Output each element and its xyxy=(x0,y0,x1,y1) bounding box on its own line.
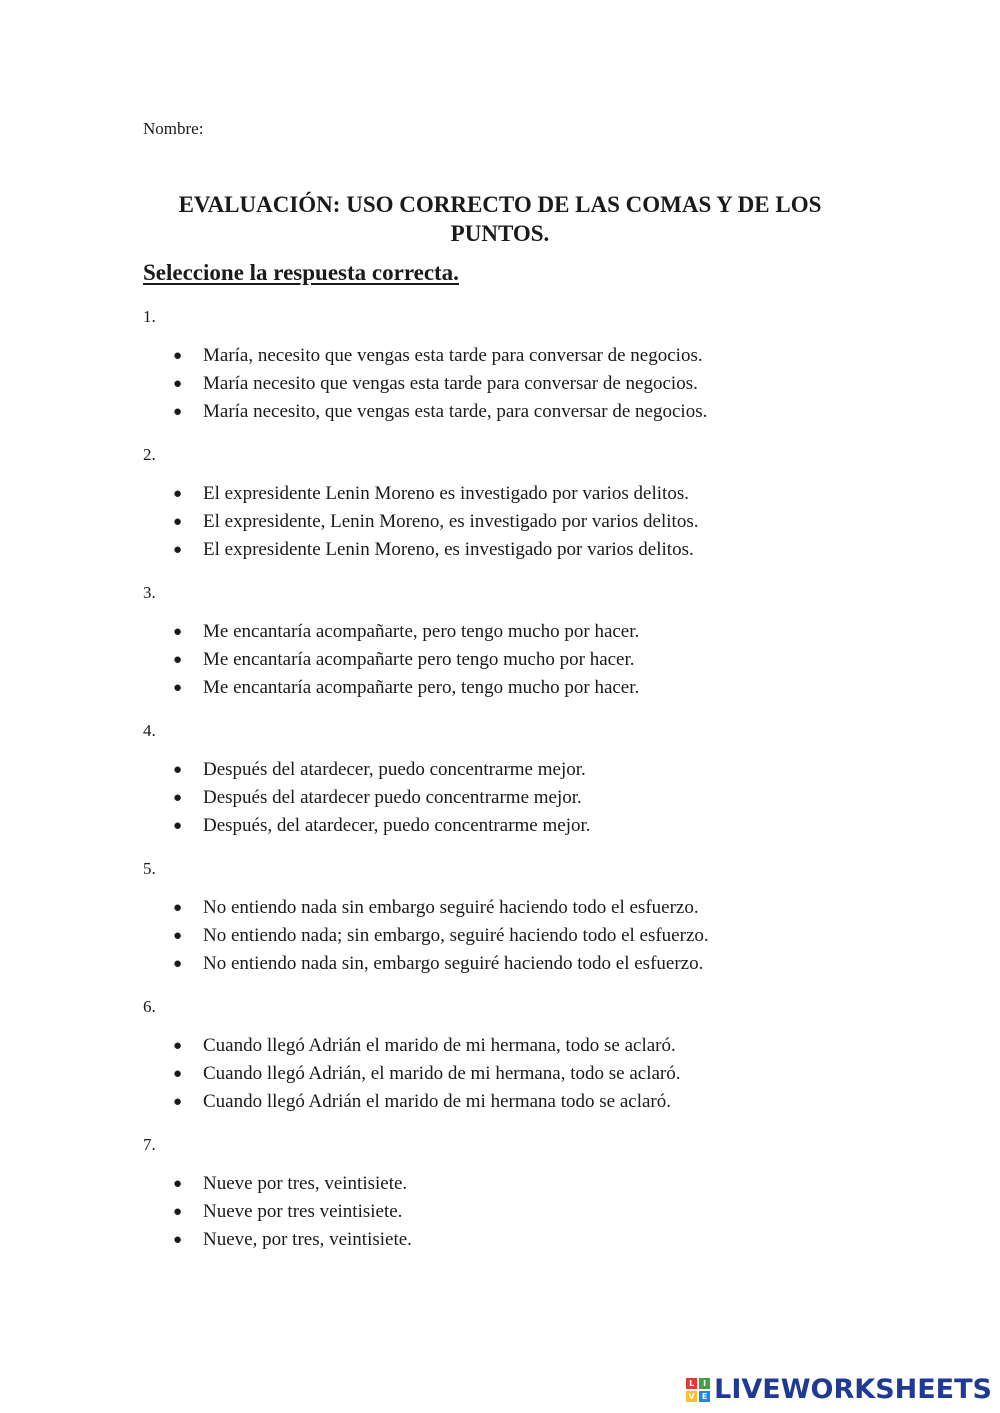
question-4 xyxy=(143,719,943,857)
question-number: 6. xyxy=(143,997,156,1016)
bullet-icon: ● xyxy=(173,900,183,916)
bullet-icon: ● xyxy=(173,348,183,364)
bullet-icon: ● xyxy=(173,486,183,502)
option-item[interactable] xyxy=(143,1226,943,1254)
question-5 xyxy=(143,857,943,995)
question-7 xyxy=(143,1133,943,1271)
question-1 xyxy=(143,305,943,443)
option-list xyxy=(143,756,943,840)
bullet-icon: ● xyxy=(173,542,183,558)
option-text: Después del atardecer, puedo concentrarme mejor. xyxy=(203,759,586,780)
option-item[interactable] xyxy=(143,646,943,674)
option-list xyxy=(143,894,943,978)
question-list xyxy=(143,305,943,1271)
bullet-icon: ● xyxy=(173,652,183,668)
question-number: 3. xyxy=(143,583,156,602)
option-item[interactable] xyxy=(143,342,943,370)
question-3 xyxy=(143,581,943,719)
option-text: María necesito, que vengas esta tarde, para conversar de negocios. xyxy=(203,401,708,422)
question-number: 7. xyxy=(143,1135,156,1154)
option-text: El expresidente, Lenin Moreno, es investigado por varios delitos. xyxy=(203,511,699,532)
option-text: Me encantaría acompañarte pero tengo mucho por hacer. xyxy=(203,649,635,670)
option-list xyxy=(143,342,943,426)
option-text: El expresidente Lenin Moreno es investigado por varios delitos. xyxy=(203,483,689,504)
bullet-icon: ● xyxy=(173,1038,183,1054)
bullet-icon: ● xyxy=(173,1066,183,1082)
option-item[interactable] xyxy=(143,674,943,702)
bullet-icon: ● xyxy=(173,1176,183,1192)
option-text: Nueve por tres veintisiete. xyxy=(203,1201,403,1222)
bullet-icon: ● xyxy=(173,404,183,420)
name-label: Nombre: xyxy=(143,119,204,138)
liveworksheets-logo[interactable] xyxy=(686,1374,992,1405)
option-text: Nueve, por tres, veintisiete. xyxy=(203,1229,412,1250)
option-item[interactable] xyxy=(143,1198,943,1226)
title-line-1: EVALUACIÓN: USO CORRECTO DE LAS COMAS Y DE LOS xyxy=(178,192,822,217)
logo-letter-v: V xyxy=(686,1391,697,1402)
option-text: Me encantaría acompañarte pero, tengo mucho por hacer. xyxy=(203,677,640,698)
bullet-icon: ● xyxy=(173,818,183,834)
bullet-icon: ● xyxy=(173,514,183,530)
title-line-2: PUNTOS. xyxy=(450,221,550,246)
option-item[interactable] xyxy=(143,894,943,922)
option-text: Me encantaría acompañarte, pero tengo mucho por hacer. xyxy=(203,621,640,642)
option-item[interactable] xyxy=(143,1170,943,1198)
option-list xyxy=(143,618,943,702)
logo-letter-e: E xyxy=(699,1391,710,1402)
option-item[interactable] xyxy=(143,756,943,784)
option-item[interactable] xyxy=(143,618,943,646)
option-text: Después del atardecer puedo concentrarme mejor. xyxy=(203,787,582,808)
bullet-icon: ● xyxy=(173,1094,183,1110)
question-number: 2. xyxy=(143,445,156,464)
bullet-icon: ● xyxy=(173,624,183,640)
option-item[interactable] xyxy=(143,950,943,978)
question-2 xyxy=(143,443,943,581)
bullet-icon: ● xyxy=(173,1204,183,1220)
question-number: 1. xyxy=(143,307,156,326)
question-number: 5. xyxy=(143,859,156,878)
option-text: El expresidente Lenin Moreno, es investigado por varios delitos. xyxy=(203,539,694,560)
option-item[interactable] xyxy=(143,536,943,564)
bullet-icon: ● xyxy=(173,680,183,696)
option-item[interactable] xyxy=(143,398,943,426)
option-list xyxy=(143,1170,943,1254)
page-title xyxy=(120,190,880,248)
question-number: 4. xyxy=(143,721,156,740)
option-item[interactable] xyxy=(143,370,943,398)
bullet-icon: ● xyxy=(173,956,183,972)
option-text: María necesito que vengas esta tarde para conversar de negocios. xyxy=(203,373,698,394)
option-item[interactable] xyxy=(143,922,943,950)
logo-mark-icon xyxy=(686,1378,710,1402)
instruction-heading: Seleccione la respuesta correcta. xyxy=(143,260,459,285)
bullet-icon: ● xyxy=(173,376,183,392)
bullet-icon: ● xyxy=(173,790,183,806)
option-text: Nueve por tres, veintisiete. xyxy=(203,1173,408,1194)
question-6 xyxy=(143,995,943,1133)
logo-letter-l: L xyxy=(686,1378,697,1389)
logo-wordmark: LIVEWORKSHEETS xyxy=(714,1374,992,1405)
option-item[interactable] xyxy=(143,784,943,812)
option-text: No entiendo nada sin, embargo seguiré haciendo todo el esfuerzo. xyxy=(203,953,704,974)
option-item[interactable] xyxy=(143,480,943,508)
option-text: No entiendo nada; sin embargo, seguiré haciendo todo el esfuerzo. xyxy=(203,925,709,946)
logo-letter-i: I xyxy=(699,1378,710,1389)
option-item[interactable] xyxy=(143,508,943,536)
bullet-icon: ● xyxy=(173,1232,183,1248)
option-text: Después, del atardecer, puedo concentrarme mejor. xyxy=(203,815,591,836)
option-item[interactable] xyxy=(143,1060,943,1088)
option-item[interactable] xyxy=(143,812,943,840)
option-text: Cuando llegó Adrián el marido de mi hermana, todo se aclaró. xyxy=(203,1035,676,1056)
bullet-icon: ● xyxy=(173,762,183,778)
option-list xyxy=(143,1032,943,1116)
option-item[interactable] xyxy=(143,1032,943,1060)
option-text: Cuando llegó Adrián, el marido de mi hermana, todo se aclaró. xyxy=(203,1063,681,1084)
option-item[interactable] xyxy=(143,1088,943,1116)
option-text: María, necesito que vengas esta tarde para conversar de negocios. xyxy=(203,345,703,366)
option-list xyxy=(143,480,943,564)
bullet-icon: ● xyxy=(173,928,183,944)
option-text: Cuando llegó Adrián el marido de mi hermana todo se aclaró. xyxy=(203,1091,671,1112)
option-text: No entiendo nada sin embargo seguiré haciendo todo el esfuerzo. xyxy=(203,897,699,918)
